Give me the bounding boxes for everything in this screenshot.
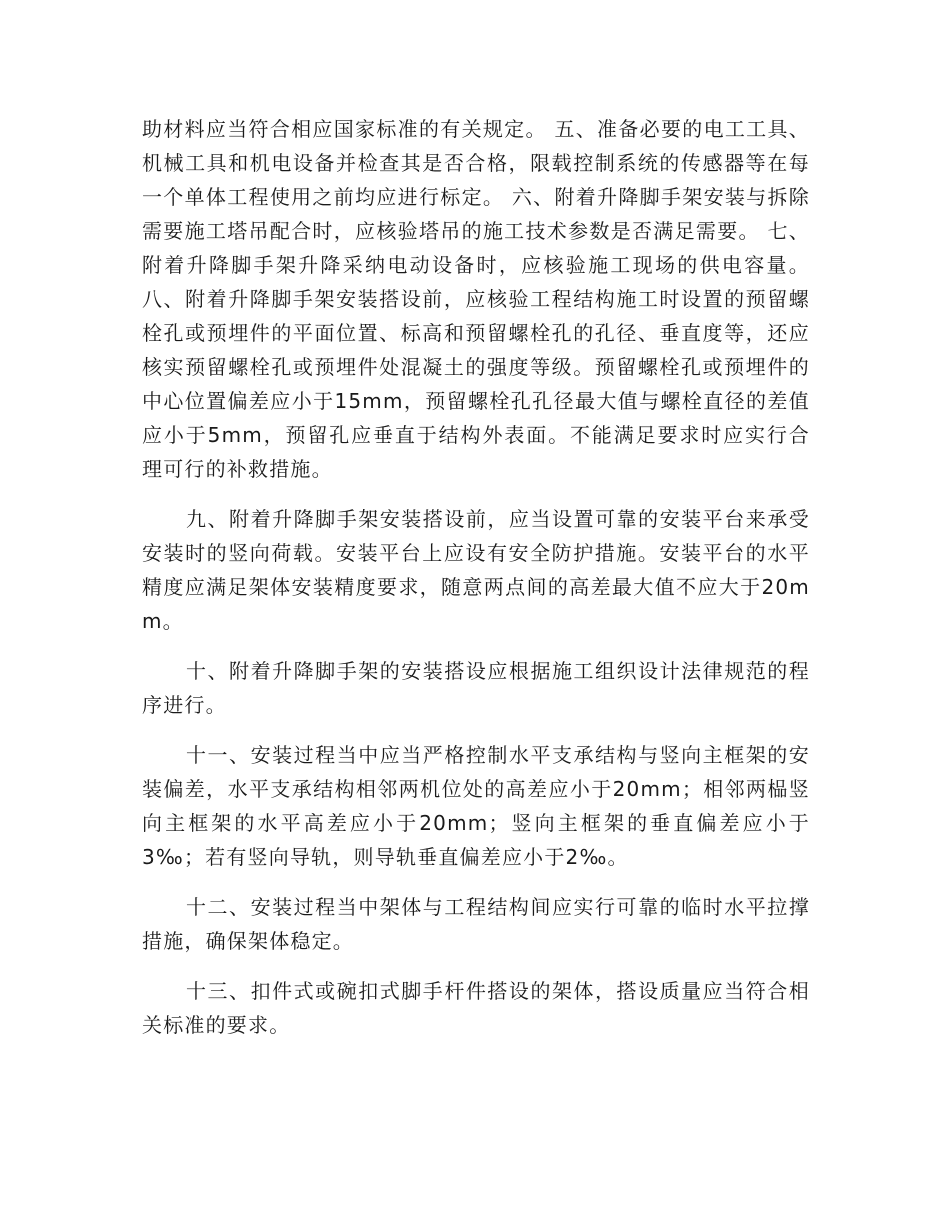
paragraph-2: 九、附着升降脚手架安装搭设前，应当设置可靠的安装平台来承受安装时的竖向荷载。安装平台上应设有安全防护措施。安装平台的水平精度应满足架体安装精度要求，随意两点间的高差最大值不应大于20mm。 bbox=[142, 507, 810, 633]
paragraph-1: 助材料应当符合相应国家标准的有关规定。 五、准备必要的电工工具、机械工具和机电设备并检查其是否合格，限载控制系统的传感器等在每一个单体工程使用之前均应进行标定。 六、附着升降脚手架安装与拆除需要施工塔吊配合时，应核验塔吊的施工技术参数是否满足需要。 七、附着升降脚手架升降采纳电动设备时，应核验施工现场的供电容量。 八、附着升降脚手架安装搭设前，应核验工程结构施工时设置的预留螺栓孔或预埋件的平面位置、标高和预留螺栓孔的孔径、垂直度等，还应核实预留螺栓孔或预埋件处混凝土的强度等级。预留螺栓孔或预埋件的中心位置偏差应小于15mm，预留螺栓孔孔径最大值与螺栓直径的差值应小于5mm，预留孔应垂直于结构外表面。不能满足要求时应实行合理可行的补救措施。 bbox=[142, 117, 810, 481]
paragraph-5: 十二、安装过程当中架体与工程结构间应实行可靠的临时水平拉撑措施，确保架体稳定。 bbox=[142, 895, 810, 953]
document-body bbox=[142, 112, 810, 1058]
paragraph-3: 十、附着升降脚手架的安装搭设应根据施工组织设计法律规范的程序进行。 bbox=[142, 659, 810, 717]
paragraph-6: 十三、扣件式或碗扣式脚手杆件搭设的架体，搭设质量应当符合相关标准的要求。 bbox=[142, 979, 810, 1037]
paragraph-4: 十一、安装过程当中应当严格控制水平支承结构与竖向主框架的安装偏差，水平支承结构相邻两机位处的高差应小于20mm；相邻两榀竖向主框架的水平高差应小于20mm；竖向主框架的垂直偏差应小于3‰；若有竖向导轨，则导轨垂直偏差应小于2‰。 bbox=[142, 743, 810, 869]
